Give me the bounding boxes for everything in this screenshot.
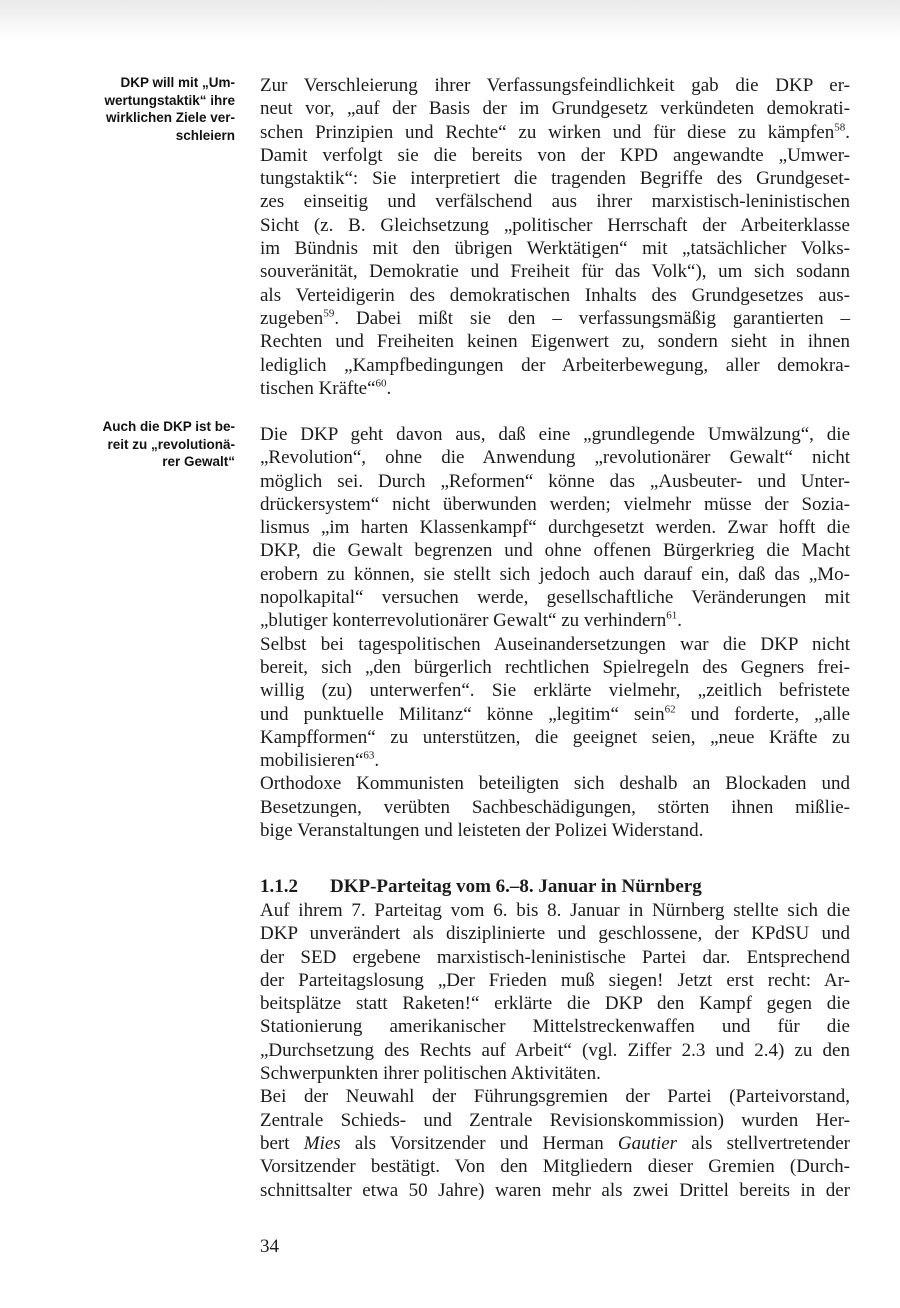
text-line: Sicht (z. B. Gleichsetzung „politischer Herrschaft der Arbeiterklasse (260, 214, 850, 236)
text-line: schen Prinzipien und Rechte“ zu wirken und für diese zu kämpfen$^{58}$. (260, 121, 850, 143)
text-line: lismus „im harten Klassenkampf“ durchgesetzt werden. Zwar hofft die (260, 517, 850, 539)
text-run: mobilisieren“ (260, 750, 364, 772)
text-line: Die DKP geht davon aus, daß eine „grundlegende Umwälzung“, die (260, 424, 850, 445)
page-number: 34 (260, 1236, 279, 1257)
text-run: . Dabei mißt sie den – verfassungsmäßig garantierten – (334, 307, 850, 329)
text-line: nopolkapital“ versuchen werde, gesellschaftliche Veränderungen mit (260, 587, 850, 609)
section-number: 1.1.2 (260, 876, 298, 897)
text-line: „Durchsetzung des Rechts auf Arbeit“ (vgl. Ziffer 2.3 und 2.4) zu den (260, 1039, 850, 1061)
text-line: DKP, die Gewalt begrenzen und ohne offenen Bürgerkrieg die Macht (260, 540, 850, 562)
text-run: bert (260, 1132, 304, 1154)
text-line: möglich sei. Durch „Reformen“ könne das „Ausbeuter- und Unter- (260, 470, 850, 492)
text-line: erobern zu können, sie stellt sich jedoch auch darauf ein, daß das „Mo- (260, 563, 850, 585)
margin-note-line: wertungstaktik“ ihre (104, 92, 235, 108)
text-line: mobilisieren“$^{63}$. (260, 749, 380, 772)
text-run: als stellvertretender (677, 1132, 851, 1154)
text-line: Stationierung amerikanischer Mittelstreckenwaffen und für die (260, 1016, 850, 1038)
text-line (260, 703, 850, 726)
text-line: zes einseitig und verfälschend aus ihrer marxistisch-leninistischen (260, 191, 850, 213)
text-line: Auf ihrem 7. Parteitag vom 6. bis 8. Januar in Nürnberg stellte sich die (260, 900, 850, 921)
text-run: schen Prinzipien und Rechte“ zu wirken und für diese zu kämpfen (260, 121, 835, 143)
text-line: tungstaktik“: Sie interpretiert die tragenden Begriffe des Grundgeset- (260, 168, 850, 190)
text-run: als Vorsitzender und Herman (340, 1132, 618, 1154)
text-line: bige Veranstaltungen und leisteten der Polizei Widerstand. (260, 820, 704, 842)
text-line: „blutiger konterrevolutionärer Gewalt“ zu verhindern$^{61}$. (260, 610, 682, 632)
text-line: als Verteidigerin des demokratischen Inhalts des Grundgesetzes aus- (260, 284, 850, 306)
text-line: willig (zu) unterwerfen“. Sie erklärte vielmehr, „zeitlich befristete (260, 680, 850, 702)
text-line: Orthodoxe Kommunisten beteiligten sich deshalb an Blockaden und (260, 773, 850, 795)
paragraph-revolution (260, 423, 850, 842)
text-line: lediglich „Kampfbedingungen der Arbeiterbewegung, aller demokra- (260, 354, 850, 376)
margin-note-line: Auch die DKP ist be- (102, 419, 235, 434)
margin-note-umwertungstaktik (80, 74, 235, 144)
footnote-ref: 61 (666, 610, 678, 623)
text-run: tischen Kräfte“ (260, 377, 376, 399)
text-run: „blutiger konterrevolutionärer Gewalt“ zu verhindern (260, 610, 667, 632)
text-line: Bei der Neuwahl der Führungsgremien der Partei (Parteivorstand, (260, 1086, 850, 1108)
text-line: DKP unverändert als disziplinierte und geschlossene, der KPdSU und (260, 923, 850, 945)
footnote-ref: 63 (363, 749, 375, 762)
margin-note-line: rer Gewalt“ (162, 454, 235, 469)
margin-note-line: DKP will mit „Um- (120, 75, 235, 90)
text-run: und forderte, „alle (675, 703, 851, 725)
text-line: der Parteitagslosung „Der Frieden muß siegen! Jetzt erst recht: Ar- (260, 969, 850, 991)
text-line: Rechten und Freiheiten keinen Eigenwert zu, sondern sieht in ihnen (260, 331, 850, 353)
text-line: Besetzungen, verübten Sachbeschädigungen, störten ihnen mißlie- (260, 796, 850, 818)
text-line: beitsplätze statt Raketen!“ erklärte die DKP den Kampf gegen die (260, 993, 850, 1015)
text-line: „Revolution“, ohne die Anwendung „revolutionärer Gewalt“ nicht (260, 447, 850, 469)
text-line (260, 307, 850, 330)
text-line: neut vor, „auf der Basis der im Grundgesetz verkündeten demokrati- (260, 98, 850, 120)
text-line: souveränität, Demokratie und Freiheit für das Volk“), um sich sodann (260, 261, 850, 283)
text-line (260, 1132, 850, 1155)
text-line: im Bündnis mit den übrigen Werktätigen“ mit „tatsächlicher Volks- (260, 238, 850, 260)
text-line: tischen Kräfte“$^{60}$. (260, 377, 392, 399)
scan-shadow (0, 0, 900, 40)
text-line: Vorsitzender bestätigt. Von den Mitgliedern dieser Gremien (Durch- (260, 1156, 850, 1178)
text-line: Damit verfolgt sie die bereits von der KPD angewandte „Umwer- (260, 144, 850, 166)
text-line: Zur Verschleierung ihrer Verfassungsfeindlichkeit gab die DKP er- (260, 75, 850, 96)
section-heading (260, 875, 850, 898)
person-name-gautier: Gautier (617, 1132, 678, 1154)
margin-note-line: schleiern (175, 127, 235, 143)
footnote-ref: 59 (323, 307, 335, 320)
text-line: Kampfformen“ zu unterstützen, die geeignet seien, „neue Kräfte zu (260, 726, 850, 748)
margin-note-revolutionaere-gewalt (80, 418, 235, 471)
paragraph-umwertungstaktik (260, 74, 850, 400)
text-run: zugeben (260, 307, 324, 329)
footnote-ref: 60 (375, 377, 387, 390)
text-line: Selbst bei tagespolitischen Auseinandersetzungen war die DKP nicht (260, 633, 850, 655)
text-line: Schwerpunkten ihrer politischen Aktivitäten. (260, 1063, 601, 1085)
section-title: DKP-Parteitag vom 6.–8. Januar in Nürnberg (330, 876, 702, 897)
paragraph-parteitag (260, 899, 850, 1202)
text-line: drückersystem“ nicht überwunden werden; vielmehr müsse der Sozia- (260, 493, 850, 515)
text-line: schnittsalter etwa 50 Jahre) waren mehr als zwei Drittel bereits in der (260, 1179, 850, 1201)
text-line: bereit, sich „den bürgerlich rechtlichen Spielregeln des Gegners frei- (260, 656, 850, 678)
margin-note-line: wirklichen Ziele ver- (105, 110, 235, 125)
footnote-ref: 62 (664, 703, 676, 716)
person-name-mies: Mies (303, 1132, 341, 1154)
text-line: Zentrale Schieds- und Zentrale Revisionskommission) wurden Her- (260, 1109, 850, 1131)
text-run: und punktuelle Militanz“ könne „legitim“ sein (260, 703, 665, 725)
margin-note-line: reit zu „revolutionä- (107, 436, 235, 452)
text-line: der SED ergebene marxistisch-leninistische Partei dar. Entsprechend (260, 946, 850, 968)
footnote-ref: 58 (834, 121, 846, 134)
